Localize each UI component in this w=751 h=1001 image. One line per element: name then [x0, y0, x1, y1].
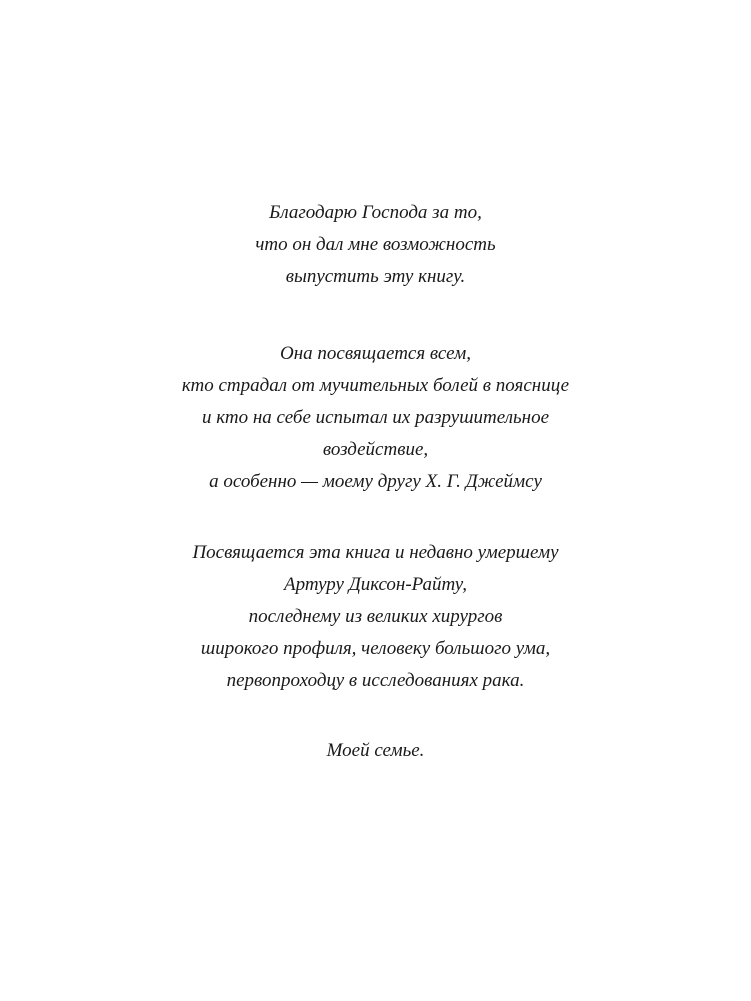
- dedication-paragraph-thanks: [0, 197, 751, 293]
- dedication-line: а особенно — моему другу Х. Г. Джеймсу: [209, 471, 542, 492]
- dedication-line: воздействие,: [322, 439, 429, 460]
- dedication-line: Она посвящается всем,: [280, 343, 471, 364]
- dedication-paragraph-sufferers: [0, 338, 751, 498]
- dedication-line: первопроходцу в исследованиях рака.: [226, 670, 525, 691]
- dedication-line: Посвящается эта книга и недавно умершему: [192, 542, 559, 563]
- dedication-line: и кто на себе испытал их разрушительное: [201, 407, 550, 428]
- dedication-line: Благодарю Господа за то,: [269, 202, 482, 223]
- dedication-line: Артуру Диксон-Райту,: [283, 574, 468, 595]
- dedication-line: Моей семье.: [326, 740, 425, 761]
- dedication-line: выпустить эту книгу.: [285, 266, 466, 287]
- dedication-line: последнему из великих хирургов: [248, 606, 503, 627]
- dedication-line: кто страдал от мучительных болей в пояснице: [181, 375, 570, 396]
- dedication-paragraph-family: [0, 735, 751, 767]
- dedication-line: что он дал мне возможность: [255, 234, 496, 255]
- dedication-line: широкого профиля, человеку большого ума,: [200, 638, 551, 659]
- dedication-paragraph-surgeon: [0, 537, 751, 697]
